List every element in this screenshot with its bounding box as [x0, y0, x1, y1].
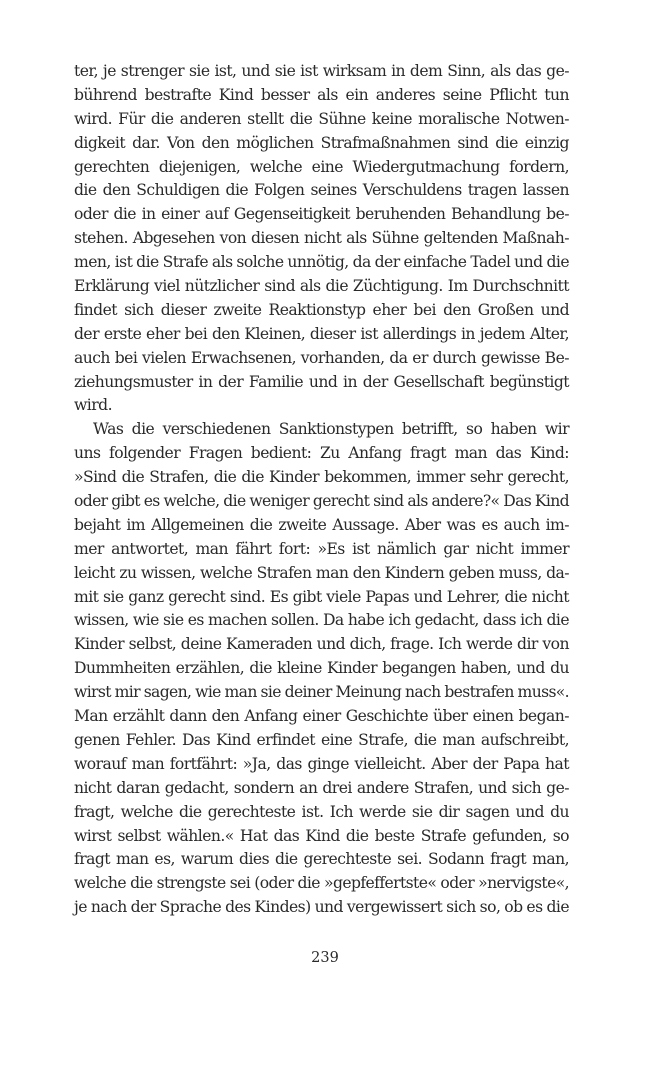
text-line: stehen. Abgesehen von diesen nicht als Sühne geltenden Maßnah- — [74, 229, 569, 248]
text-line: wird. — [74, 396, 112, 415]
text-line: nicht daran gedacht, sondern an drei andere Strafen, und sich ge- — [74, 778, 569, 797]
text-line: die den Schuldigen die Folgen seines Verschuldens tragen lassen — [74, 181, 569, 200]
page-body — [74, 60, 569, 920]
text-line: fragt, welche die gerechteste ist. Ich werde sie dir sagen und du — [74, 802, 569, 821]
text-line: bührend bestrafte Kind besser als ein anderes seine Pflicht tun — [74, 85, 569, 104]
text-line: uns folgender Fragen bedient: Zu Anfang fragt man das Kind: — [74, 444, 569, 463]
text-line: wird. Für die anderen stellt die Sühne keine moralische Notwen- — [74, 109, 569, 128]
page-number: 239 — [311, 950, 339, 966]
text-line: oder die in einer auf Gegenseitigkeit beruhenden Behandlung be- — [74, 205, 569, 224]
text-line: Dummheiten erzählen, die kleine Kinder begangen haben, und du — [74, 659, 569, 678]
text-line: der erste eher bei den Kleinen, dieser ist allerdings in jedem Alter, — [74, 324, 569, 343]
text-line: worauf man fortfährt: »Ja, das ginge vielleicht. Aber der Papa hat — [74, 754, 569, 773]
text-line: Erklärung viel nützlicher sind als die Züchtigung. Im Durchschnitt — [74, 277, 569, 296]
text-line: genen Fehler. Das Kind erfindet eine Strafe, die man aufschreibt, — [74, 730, 569, 749]
text-line: men, ist die Strafe als solche unnötig, da der einfache Tadel und die — [74, 253, 569, 272]
text-line: Kinder selbst, deine Kameraden und dich, frage. Ich werde dir von — [74, 635, 569, 654]
text-line: welche die strengste sei (oder die »gepfeffertste« oder »nervigste«, — [74, 874, 569, 893]
text-line: ziehungsmuster in der Familie und in der Gesellschaft begünstigt — [74, 372, 569, 391]
text-line: Man erzählt dann den Anfang einer Geschichte über einen began- — [74, 707, 569, 726]
paragraph-1 — [74, 60, 569, 418]
text-line: gerechten diejenigen, welche eine Wiedergutmachung fordern, — [74, 157, 569, 176]
text-line: Was die verschiedenen Sanktionstypen betrifft, so haben wir — [93, 420, 569, 439]
text-line: digkeit dar. Von den möglichen Strafmaßnahmen sind die einzig — [74, 133, 569, 152]
text-line: mit sie ganz gerecht sind. Es gibt viele Papas und Lehrer, die nicht — [74, 587, 569, 606]
text-line: leicht zu wissen, welche Strafen man den Kindern geben muss, da- — [74, 563, 569, 582]
text-line: wissen, wie sie es machen sollen. Da habe ich gedacht, dass ich die — [74, 611, 569, 630]
text-line: findet sich dieser zweite Reaktionstyp eher bei den Großen und — [74, 300, 569, 319]
text-line: auch bei vielen Erwachsenen, vorhanden, da er durch gewisse Be- — [74, 348, 569, 367]
text-line: bejaht im Allgemeinen die zweite Aussage. Aber was es auch im- — [74, 515, 569, 534]
text-line: wirst selbst wählen.« Hat das Kind die beste Strafe gefunden, so — [74, 826, 569, 845]
text-line: wirst mir sagen, wie man sie deiner Meinung nach bestrafen muss«. — [74, 683, 569, 702]
text-line: mer antwortet, man fährt fort: »Es ist nämlich gar nicht immer — [74, 539, 569, 558]
text-line: ter, je strenger sie ist, und sie ist wirksam in dem Sinn, als das ge- — [74, 62, 569, 80]
text-line: »Sind die Strafen, die die Kinder bekommen, immer sehr gerecht, — [74, 468, 569, 487]
text-line: je nach der Sprache des Kindes) und vergewissert sich so, ob es die — [74, 898, 569, 917]
paragraph-2 — [74, 418, 569, 920]
text-line: oder gibt es welche, die weniger gerecht sind als andere?« Das Kind — [74, 492, 569, 511]
text-line: fragt man es, warum dies die gerechteste sei. Sodann fragt man, — [74, 850, 569, 869]
